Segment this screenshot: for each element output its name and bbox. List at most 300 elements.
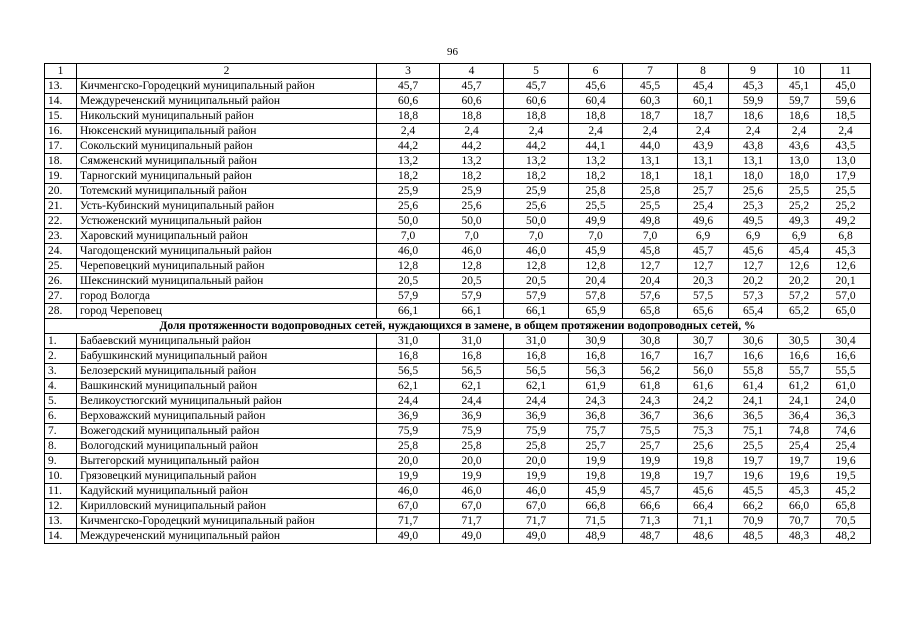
value-cell: 31,0 [377,334,440,349]
table-row [45,349,871,364]
row-number: 8. [45,439,77,454]
value-cell: 45,7 [678,244,729,259]
value-cell: 70,9 [729,514,778,529]
table-row [45,454,871,469]
value-cell: 20,2 [778,274,821,289]
value-cell: 56,5 [377,364,440,379]
value-cell: 70,7 [778,514,821,529]
value-cell: 18,8 [504,109,569,124]
value-cell: 25,5 [569,199,623,214]
value-cell: 60,1 [678,94,729,109]
table-row [45,289,871,304]
table-row [45,139,871,154]
value-cell: 46,0 [440,484,504,499]
value-cell: 61,6 [678,379,729,394]
table-row [45,154,871,169]
value-cell: 2,4 [569,124,623,139]
value-cell: 65,2 [778,304,821,319]
row-number: 18. [45,154,77,169]
value-cell: 46,0 [377,244,440,259]
value-cell: 61,8 [623,379,678,394]
value-cell: 25,6 [440,199,504,214]
table-row [45,514,871,529]
value-cell: 25,6 [729,184,778,199]
value-cell: 12,6 [778,259,821,274]
value-cell: 13,0 [778,154,821,169]
value-cell: 18,8 [440,109,504,124]
table-row [45,124,871,139]
value-cell: 18,8 [377,109,440,124]
table-row [45,274,871,289]
row-name: Никольский муниципальный район [77,109,377,124]
row-number: 19. [45,169,77,184]
table-row [45,184,871,199]
value-cell: 67,0 [440,499,504,514]
page-number: 96 [447,46,458,58]
value-cell: 65,6 [678,304,729,319]
value-cell: 16,8 [569,349,623,364]
row-name: Вытегорский муниципальный район [77,454,377,469]
value-cell: 25,7 [569,439,623,454]
row-name: Бабаевский муниципальный район [77,334,377,349]
row-name: Харовский муниципальный район [77,229,377,244]
value-cell: 16,8 [440,349,504,364]
row-name: Вологодский муниципальный район [77,439,377,454]
value-cell: 2,4 [821,124,871,139]
row-number: 13. [45,514,77,529]
value-cell: 49,0 [504,529,569,544]
header-cell: 3 [377,64,440,79]
value-cell: 19,7 [678,469,729,484]
value-cell: 50,0 [440,214,504,229]
value-cell: 36,8 [569,409,623,424]
value-cell: 16,6 [821,349,871,364]
value-cell: 19,6 [821,454,871,469]
value-cell: 36,5 [729,409,778,424]
value-cell: 25,2 [778,199,821,214]
row-name: Тотемский муниципальный район [77,184,377,199]
table-row [45,244,871,259]
value-cell: 13,2 [440,154,504,169]
header-row [45,64,871,79]
row-name: Кичменгско-Городецкий муниципальный район [77,514,377,529]
header-cell: 8 [678,64,729,79]
row-name: Вожегодский муниципальный район [77,424,377,439]
value-cell: 45,6 [678,484,729,499]
table-row [45,394,871,409]
value-cell: 24,4 [377,394,440,409]
value-cell: 49,3 [778,214,821,229]
value-cell: 18,6 [778,109,821,124]
value-cell: 19,5 [821,469,871,484]
section-title: Доля протяженности водопроводных сетей, нуждающихся в замене, в общем протяжении водопроводных сетей, % [45,319,871,334]
table-body [45,64,871,544]
value-cell: 45,3 [778,484,821,499]
value-cell: 45,6 [569,79,623,94]
header-cell: 6 [569,64,623,79]
value-cell: 19,7 [729,454,778,469]
value-cell: 2,4 [623,124,678,139]
value-cell: 60,3 [623,94,678,109]
value-cell: 36,7 [623,409,678,424]
value-cell: 18,2 [504,169,569,184]
value-cell: 36,6 [678,409,729,424]
value-cell: 65,8 [623,304,678,319]
value-cell: 12,8 [569,259,623,274]
value-cell: 25,9 [440,184,504,199]
section-row [45,319,871,334]
value-cell: 66,8 [569,499,623,514]
value-cell: 18,1 [678,169,729,184]
value-cell: 74,8 [778,424,821,439]
value-cell: 75,1 [729,424,778,439]
value-cell: 16,7 [678,349,729,364]
value-cell: 46,0 [504,244,569,259]
value-cell: 45,7 [504,79,569,94]
value-cell: 75,9 [504,424,569,439]
row-name: Усть-Кубинский муниципальный район [77,199,377,214]
value-cell: 13,0 [821,154,871,169]
value-cell: 24,0 [821,394,871,409]
value-cell: 70,5 [821,514,871,529]
value-cell: 56,2 [623,364,678,379]
value-cell: 36,9 [504,409,569,424]
row-number: 15. [45,109,77,124]
value-cell: 7,0 [377,229,440,244]
table-row [45,229,871,244]
row-number: 1. [45,334,77,349]
value-cell: 75,9 [440,424,504,439]
value-cell: 59,6 [821,94,871,109]
value-cell: 44,2 [440,139,504,154]
row-name: Сямженский муниципальный район [77,154,377,169]
row-name: город Череповец [77,304,377,319]
table-row [45,304,871,319]
value-cell: 44,0 [623,139,678,154]
value-cell: 45,7 [377,79,440,94]
header-cell: 5 [504,64,569,79]
table-row [45,499,871,514]
value-cell: 18,7 [623,109,678,124]
value-cell: 43,6 [778,139,821,154]
header-cell: 1 [45,64,77,79]
value-cell: 2,4 [504,124,569,139]
row-name: город Вологда [77,289,377,304]
value-cell: 56,5 [504,364,569,379]
value-cell: 12,8 [504,259,569,274]
value-cell: 61,4 [729,379,778,394]
value-cell: 20,4 [623,274,678,289]
value-cell: 59,7 [778,94,821,109]
value-cell: 45,7 [440,79,504,94]
value-cell: 18,8 [569,109,623,124]
value-cell: 71,5 [569,514,623,529]
row-number: 27. [45,289,77,304]
value-cell: 13,2 [504,154,569,169]
table-row [45,379,871,394]
value-cell: 18,0 [778,169,821,184]
value-cell: 49,2 [821,214,871,229]
value-cell: 20,2 [729,274,778,289]
value-cell: 19,7 [778,454,821,469]
value-cell: 62,1 [377,379,440,394]
row-number: 24. [45,244,77,259]
value-cell: 45,1 [778,79,821,94]
row-number: 9. [45,454,77,469]
value-cell: 30,8 [623,334,678,349]
value-cell: 18,7 [678,109,729,124]
value-cell: 57,9 [504,289,569,304]
value-cell: 13,2 [377,154,440,169]
value-cell: 6,9 [778,229,821,244]
value-cell: 43,8 [729,139,778,154]
value-cell: 60,6 [440,94,504,109]
row-number: 17. [45,139,77,154]
value-cell: 61,2 [778,379,821,394]
value-cell: 48,6 [678,529,729,544]
value-cell: 25,5 [778,184,821,199]
value-cell: 25,7 [678,184,729,199]
value-cell: 31,0 [440,334,504,349]
value-cell: 66,2 [729,499,778,514]
value-cell: 43,9 [678,139,729,154]
table-row [45,439,871,454]
value-cell: 45,9 [569,484,623,499]
value-cell: 19,9 [504,469,569,484]
row-name: Грязовецкий муниципальный район [77,469,377,484]
value-cell: 20,0 [504,454,569,469]
value-cell: 25,8 [377,439,440,454]
value-cell: 18,0 [729,169,778,184]
value-cell: 36,9 [377,409,440,424]
value-cell: 25,9 [504,184,569,199]
row-number: 21. [45,199,77,214]
value-cell: 55,8 [729,364,778,379]
value-cell: 57,5 [678,289,729,304]
value-cell: 61,0 [821,379,871,394]
value-cell: 45,3 [729,79,778,94]
value-cell: 16,6 [729,349,778,364]
value-cell: 66,0 [778,499,821,514]
header-cell: 7 [623,64,678,79]
value-cell: 25,6 [504,199,569,214]
value-cell: 75,5 [623,424,678,439]
row-name: Кирилловский муниципальный район [77,499,377,514]
row-number: 14. [45,529,77,544]
row-number: 26. [45,274,77,289]
value-cell: 71,7 [440,514,504,529]
value-cell: 2,4 [440,124,504,139]
value-cell: 56,0 [678,364,729,379]
value-cell: 57,9 [377,289,440,304]
value-cell: 49,0 [377,529,440,544]
table-row [45,199,871,214]
value-cell: 12,7 [623,259,678,274]
value-cell: 25,4 [678,199,729,214]
value-cell: 45,9 [569,244,623,259]
value-cell: 65,8 [821,499,871,514]
value-cell: 60,4 [569,94,623,109]
value-cell: 55,7 [778,364,821,379]
value-cell: 48,3 [778,529,821,544]
table-row [45,214,871,229]
row-name: Великоустюгский муниципальный район [77,394,377,409]
row-name: Междуреченский муниципальный район [77,529,377,544]
value-cell: 75,3 [678,424,729,439]
table-row [45,484,871,499]
value-cell: 2,4 [678,124,729,139]
value-cell: 66,1 [440,304,504,319]
value-cell: 19,8 [678,454,729,469]
value-cell: 7,0 [504,229,569,244]
value-cell: 67,0 [377,499,440,514]
value-cell: 66,4 [678,499,729,514]
value-cell: 2,4 [778,124,821,139]
value-cell: 20,5 [377,274,440,289]
value-cell: 30,9 [569,334,623,349]
value-cell: 18,1 [623,169,678,184]
row-number: 14. [45,94,77,109]
value-cell: 49,0 [440,529,504,544]
row-number: 5. [45,394,77,409]
value-cell: 67,0 [504,499,569,514]
value-cell: 65,0 [821,304,871,319]
value-cell: 45,4 [678,79,729,94]
value-cell: 57,8 [569,289,623,304]
header-cell: 10 [778,64,821,79]
row-number: 4. [45,379,77,394]
value-cell: 71,1 [678,514,729,529]
row-number: 10. [45,469,77,484]
table-row [45,94,871,109]
value-cell: 31,0 [504,334,569,349]
row-name: Устюженский муниципальный район [77,214,377,229]
value-cell: 55,5 [821,364,871,379]
row-name: Череповецкий муниципальный район [77,259,377,274]
value-cell: 2,4 [729,124,778,139]
row-number: 25. [45,259,77,274]
value-cell: 50,0 [377,214,440,229]
value-cell: 18,2 [440,169,504,184]
row-name: Вашкинский муниципальный район [77,379,377,394]
value-cell: 25,7 [623,439,678,454]
value-cell: 48,2 [821,529,871,544]
value-cell: 20,3 [678,274,729,289]
value-cell: 13,1 [729,154,778,169]
table-row [45,109,871,124]
value-cell: 46,0 [377,484,440,499]
value-cell: 6,8 [821,229,871,244]
value-cell: 20,0 [377,454,440,469]
value-cell: 36,9 [440,409,504,424]
value-cell: 61,9 [569,379,623,394]
row-name: Верховажский муниципальный район [77,409,377,424]
value-cell: 13,1 [678,154,729,169]
value-cell: 65,4 [729,304,778,319]
value-cell: 25,6 [377,199,440,214]
header-cell: 4 [440,64,504,79]
value-cell: 13,1 [623,154,678,169]
value-cell: 48,9 [569,529,623,544]
value-cell: 6,9 [729,229,778,244]
value-cell: 66,6 [623,499,678,514]
value-cell: 24,3 [569,394,623,409]
row-name: Кичменгско-Городецкий муниципальный район [77,79,377,94]
value-cell: 45,5 [623,79,678,94]
row-number: 22. [45,214,77,229]
value-cell: 16,8 [377,349,440,364]
table-row [45,424,871,439]
value-cell: 7,0 [623,229,678,244]
value-cell: 20,1 [821,274,871,289]
value-cell: 25,5 [623,199,678,214]
row-number: 13. [45,79,77,94]
row-name: Бабушкинский муниципальный район [77,349,377,364]
header-cell: 11 [821,64,871,79]
value-cell: 20,5 [440,274,504,289]
row-number: 16. [45,124,77,139]
value-cell: 71,3 [623,514,678,529]
value-cell: 56,3 [569,364,623,379]
value-cell: 56,5 [440,364,504,379]
value-cell: 60,6 [504,94,569,109]
value-cell: 20,4 [569,274,623,289]
value-cell: 6,9 [678,229,729,244]
value-cell: 45,0 [821,79,871,94]
data-table [44,63,871,544]
row-name: Чагодощенский муниципальный район [77,244,377,259]
value-cell: 7,0 [440,229,504,244]
table-row [45,364,871,379]
value-cell: 7,0 [569,229,623,244]
value-cell: 49,5 [729,214,778,229]
value-cell: 25,4 [821,439,871,454]
value-cell: 65,9 [569,304,623,319]
value-cell: 17,9 [821,169,871,184]
value-cell: 19,8 [569,469,623,484]
value-cell: 25,4 [778,439,821,454]
row-number: 23. [45,229,77,244]
value-cell: 71,7 [377,514,440,529]
value-cell: 25,8 [569,184,623,199]
value-cell: 12,7 [678,259,729,274]
row-number: 3. [45,364,77,379]
row-name: Белозерский муниципальный район [77,364,377,379]
row-number: 28. [45,304,77,319]
row-name: Сокольский муниципальный район [77,139,377,154]
value-cell: 60,6 [377,94,440,109]
value-cell: 45,8 [623,244,678,259]
value-cell: 71,7 [504,514,569,529]
value-cell: 19,9 [623,454,678,469]
value-cell: 44,2 [377,139,440,154]
value-cell: 25,3 [729,199,778,214]
value-cell: 50,0 [504,214,569,229]
value-cell: 36,4 [778,409,821,424]
table-row [45,469,871,484]
value-cell: 46,0 [440,244,504,259]
value-cell: 30,6 [729,334,778,349]
value-cell: 59,9 [729,94,778,109]
row-name: Кадуйский муниципальный район [77,484,377,499]
value-cell: 66,1 [377,304,440,319]
value-cell: 48,7 [623,529,678,544]
row-number: 12. [45,499,77,514]
value-cell: 12,7 [729,259,778,274]
value-cell: 49,9 [569,214,623,229]
value-cell: 75,7 [569,424,623,439]
value-cell: 57,3 [729,289,778,304]
